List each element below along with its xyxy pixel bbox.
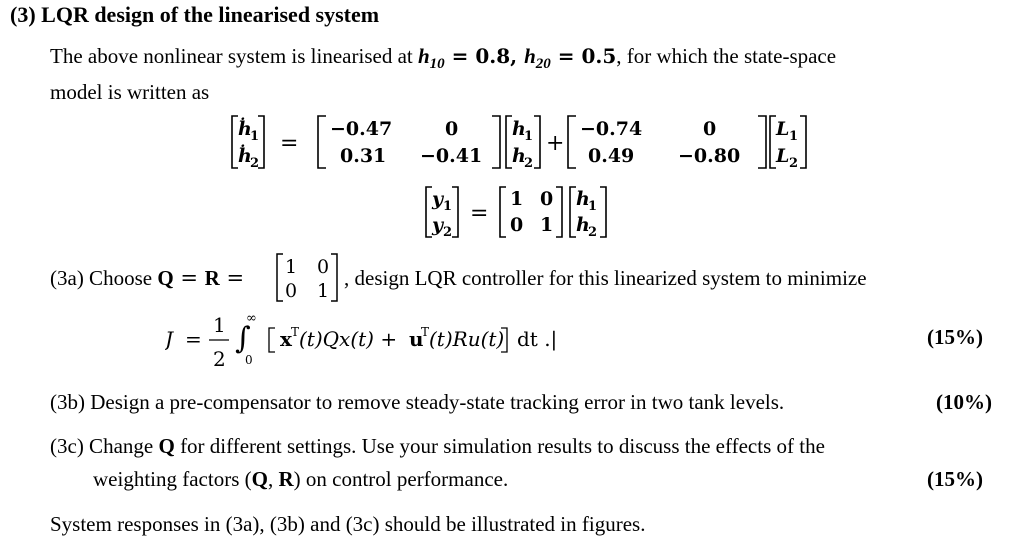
b21: 0.49	[588, 145, 635, 167]
intro-line-1	[50, 44, 836, 73]
a12: 0	[445, 118, 459, 140]
cost-J: J	[165, 327, 174, 351]
y-1-sub: 1	[443, 199, 453, 214]
oh-1: h	[576, 188, 590, 210]
cost-x: x	[280, 327, 292, 351]
closing-text: System responses in (3a), (3b) and (3c) should be illustrated in figures.	[50, 512, 646, 536]
section-heading: (3) LQR design of the linearised system	[10, 2, 380, 27]
intro-text: The above nonlinear system is linearised at	[50, 44, 418, 68]
b12: 0	[703, 118, 717, 140]
x-dot-2-sub: 2	[250, 156, 260, 171]
output-equation	[424, 183, 624, 241]
b11: −0.74	[580, 118, 643, 140]
cost-sup2: T	[421, 325, 430, 339]
L-2-sub: 2	[789, 156, 799, 171]
a21: 0.31	[340, 145, 387, 167]
L-1-sub: 1	[789, 129, 799, 144]
h10-symbol: h	[417, 44, 430, 68]
cost-denominator: 2	[213, 347, 226, 371]
q3a-mark: (15%)	[927, 325, 983, 349]
q3c-text-d: ) on control performance.	[293, 467, 509, 491]
h20-symbol: h	[524, 44, 536, 68]
q3b-mark: (10%)	[936, 390, 992, 414]
oh-2: h	[576, 214, 590, 236]
y-1: y	[432, 188, 444, 210]
output-equals: =	[470, 201, 489, 226]
equals-sign: =	[280, 131, 299, 156]
a11: −0.47	[330, 118, 393, 140]
intro-line-2: model is written as	[50, 80, 210, 104]
h20-value: = 0.5	[550, 44, 617, 68]
qr21: 0	[285, 280, 298, 302]
cost-u: u	[409, 327, 424, 351]
q3a-line	[50, 266, 244, 291]
qr12: 0	[317, 256, 330, 278]
h-2: h	[512, 145, 526, 167]
h10-value: = 0.8,	[444, 44, 525, 68]
L-1: L	[776, 118, 790, 140]
q3c-text-b: for different settings. Use your simulation results to discuss the effects of the	[174, 434, 825, 458]
state-equation	[230, 112, 810, 172]
h-2-sub: 2	[524, 156, 534, 171]
integral-lower: 0	[245, 353, 253, 367]
q3c-text-a: (3c) Change	[50, 434, 159, 458]
q3a-prefix: (3a) Choose	[50, 266, 158, 290]
L-2: L	[776, 145, 790, 167]
r-symbol: R	[204, 266, 220, 290]
cost-dt: dt .|	[517, 327, 558, 351]
x-dot-2: ḣ	[238, 145, 252, 167]
q3a-suffix: , design LQR controller for this linearized system to minimize	[344, 266, 867, 290]
integral-sign: ∫	[235, 321, 251, 356]
c22: 1	[540, 214, 554, 236]
r-equals: =	[219, 266, 245, 290]
cost-equals: =	[185, 327, 202, 351]
q3c-line-2	[93, 467, 508, 492]
y-2: y	[432, 214, 444, 236]
cost-function	[165, 308, 585, 374]
h-1: h	[512, 118, 526, 140]
qr-matrix	[273, 251, 343, 305]
x-dot-1: ḣ	[238, 118, 252, 140]
y-2-sub: 2	[443, 225, 453, 240]
h-1-sub: 1	[524, 129, 534, 144]
integral-upper: ∞	[246, 311, 257, 326]
oh-1-sub: 1	[588, 199, 598, 214]
oh-2-sub: 2	[588, 225, 598, 240]
plus-sign: +	[546, 131, 565, 156]
cost-term-1: (t)Qx(t) +	[299, 327, 398, 351]
c21: 0	[510, 214, 524, 236]
cost-numerator: 1	[213, 313, 226, 337]
intro-text-end: , for which the state-space	[616, 44, 837, 68]
x-dot-1-sub: 1	[250, 129, 260, 144]
q3c-text-c: weighting factors (	[93, 467, 252, 491]
cost-sup1: T	[291, 325, 300, 339]
q3c-mark: (15%)	[927, 467, 983, 491]
q3c-line-1	[50, 434, 825, 459]
b22: −0.80	[678, 145, 741, 167]
q3c-comma: ,	[267, 467, 279, 491]
h10-subscript: 10	[429, 56, 445, 73]
qr11: 1	[285, 256, 298, 278]
h20-subscript: 20	[535, 56, 551, 73]
q3b-text: (3b) Design a pre-compensator to remove steady-state tracking error in two tank levels.	[50, 390, 785, 414]
q3c-r2: R	[278, 467, 294, 491]
qr22: 1	[317, 280, 330, 302]
q3c-q: Q	[158, 434, 175, 458]
c11: 1	[510, 188, 524, 210]
q3c-q2: Q	[251, 467, 268, 491]
cost-term-2: (t)Ru(t)	[429, 327, 505, 351]
a22: −0.41	[420, 145, 483, 167]
q-equals: =	[173, 266, 205, 290]
q-symbol: Q	[157, 266, 174, 290]
c12: 0	[540, 188, 554, 210]
